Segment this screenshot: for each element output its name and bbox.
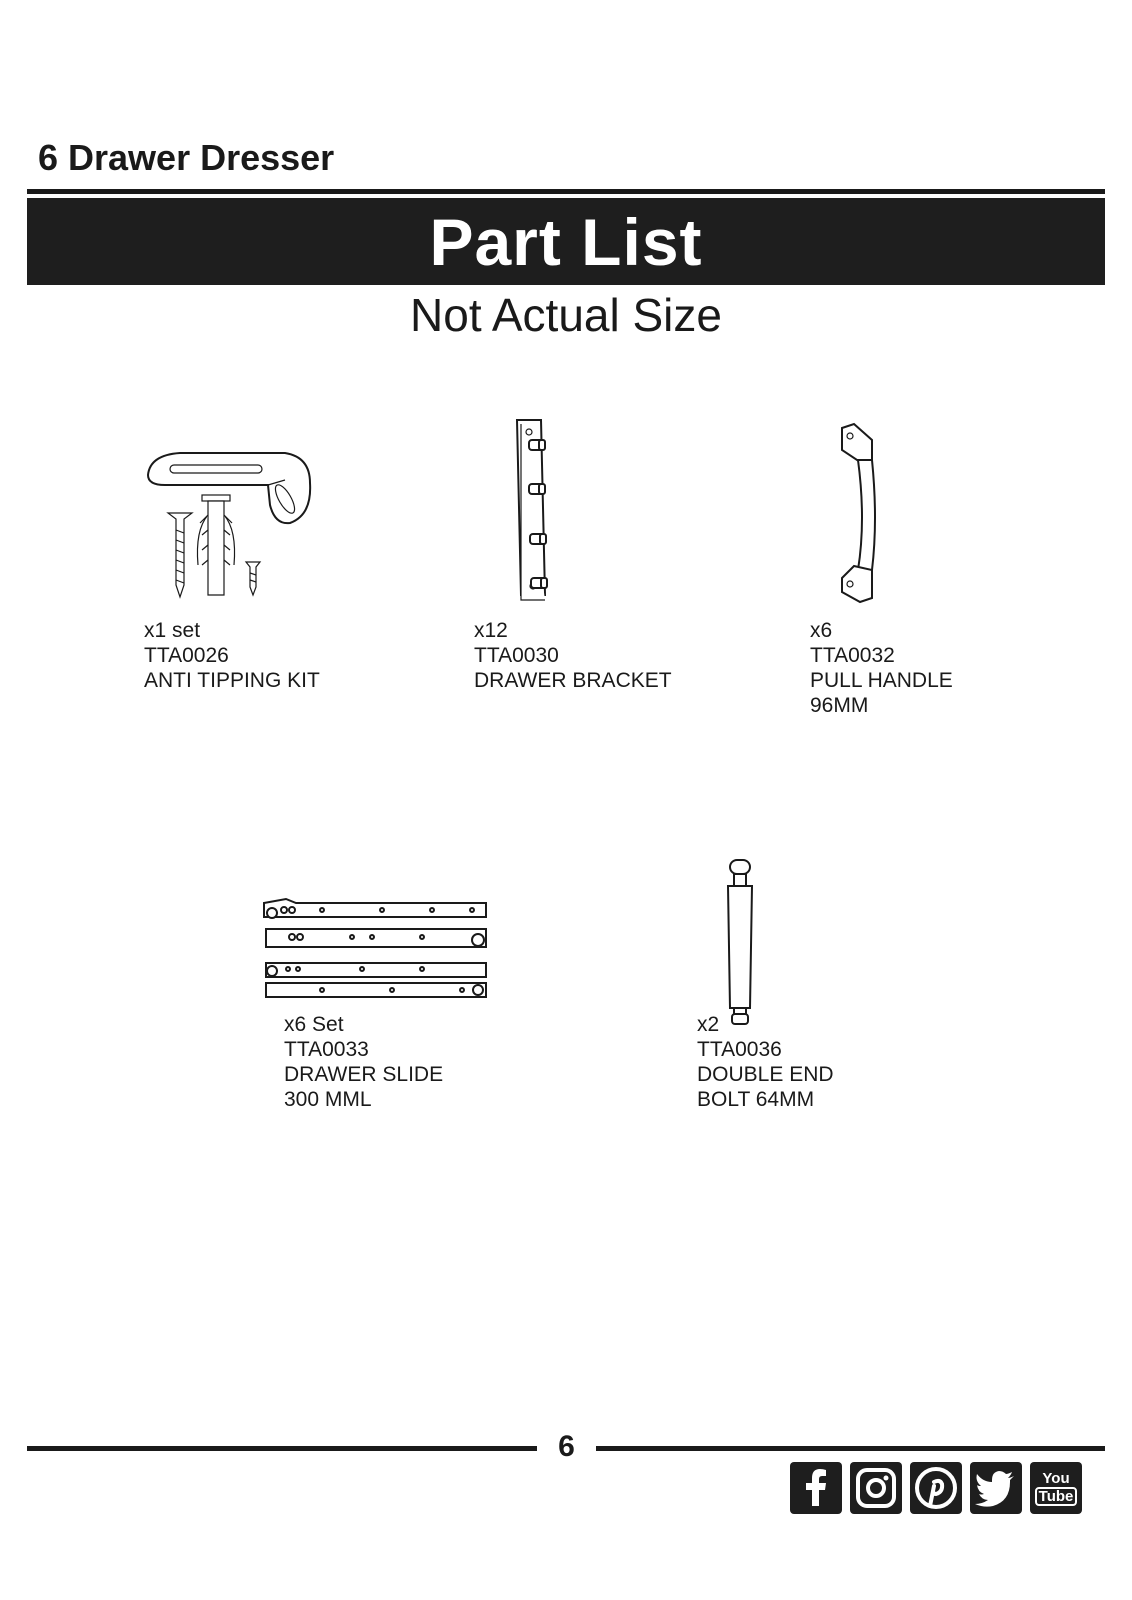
page-number: 6 xyxy=(558,1430,575,1463)
instagram-icon[interactable] xyxy=(850,1462,902,1514)
part-quantity: x1 set xyxy=(144,619,201,642)
document-title: 6 Drawer Dresser xyxy=(38,137,335,178)
part-anti-tipping-kit xyxy=(144,618,320,693)
anti-tipping-kit-icon xyxy=(140,435,320,615)
youtube-tube-text: Tube xyxy=(1035,1487,1078,1506)
part-drawer-bracket xyxy=(474,618,672,693)
pinterest-icon[interactable] xyxy=(910,1462,962,1514)
footer-rule-left xyxy=(27,1446,537,1451)
facebook-icon[interactable] xyxy=(790,1462,842,1514)
part-quantity: x12 xyxy=(474,619,508,642)
part-code: TTA0033 xyxy=(284,1038,369,1061)
youtube-icon[interactable] xyxy=(1030,1462,1082,1514)
part-code: TTA0030 xyxy=(474,644,559,667)
youtube-you-text: You xyxy=(1042,1469,1070,1487)
part-quantity: x2 xyxy=(697,1013,720,1036)
part-pull-handle xyxy=(810,618,953,718)
part-name-line-2: 96MM xyxy=(810,694,869,717)
drawer-slide-icon xyxy=(262,895,492,1005)
part-name: DRAWER BRACKET xyxy=(474,669,672,692)
pull-handle-icon xyxy=(832,420,882,610)
part-drawer-slide xyxy=(284,1012,443,1112)
part-code: TTA0026 xyxy=(144,644,229,667)
double-end-bolt-icon xyxy=(720,858,760,1028)
part-name: ANTI TIPPING KIT xyxy=(144,669,320,692)
part-name-line-2: BOLT 64MM xyxy=(697,1088,815,1111)
part-name: PULL HANDLE xyxy=(810,669,953,692)
part-code: TTA0032 xyxy=(810,644,895,667)
part-code: TTA0036 xyxy=(697,1038,782,1061)
part-quantity: x6 xyxy=(810,619,833,642)
banner-title: Part List xyxy=(429,204,703,279)
part-quantity: x6 Set xyxy=(284,1013,344,1036)
footer-rule-right xyxy=(596,1446,1105,1451)
part-name-line-2: 300 MML xyxy=(284,1088,372,1111)
subtitle: Not Actual Size xyxy=(410,289,722,341)
part-name: DOUBLE END xyxy=(697,1063,834,1086)
drawer-bracket-icon xyxy=(505,410,555,610)
title-rule xyxy=(27,189,1105,194)
part-double-end-bolt xyxy=(697,1012,834,1112)
twitter-icon[interactable] xyxy=(970,1462,1022,1514)
part-list-banner xyxy=(27,198,1105,285)
part-name: DRAWER SLIDE xyxy=(284,1063,444,1086)
